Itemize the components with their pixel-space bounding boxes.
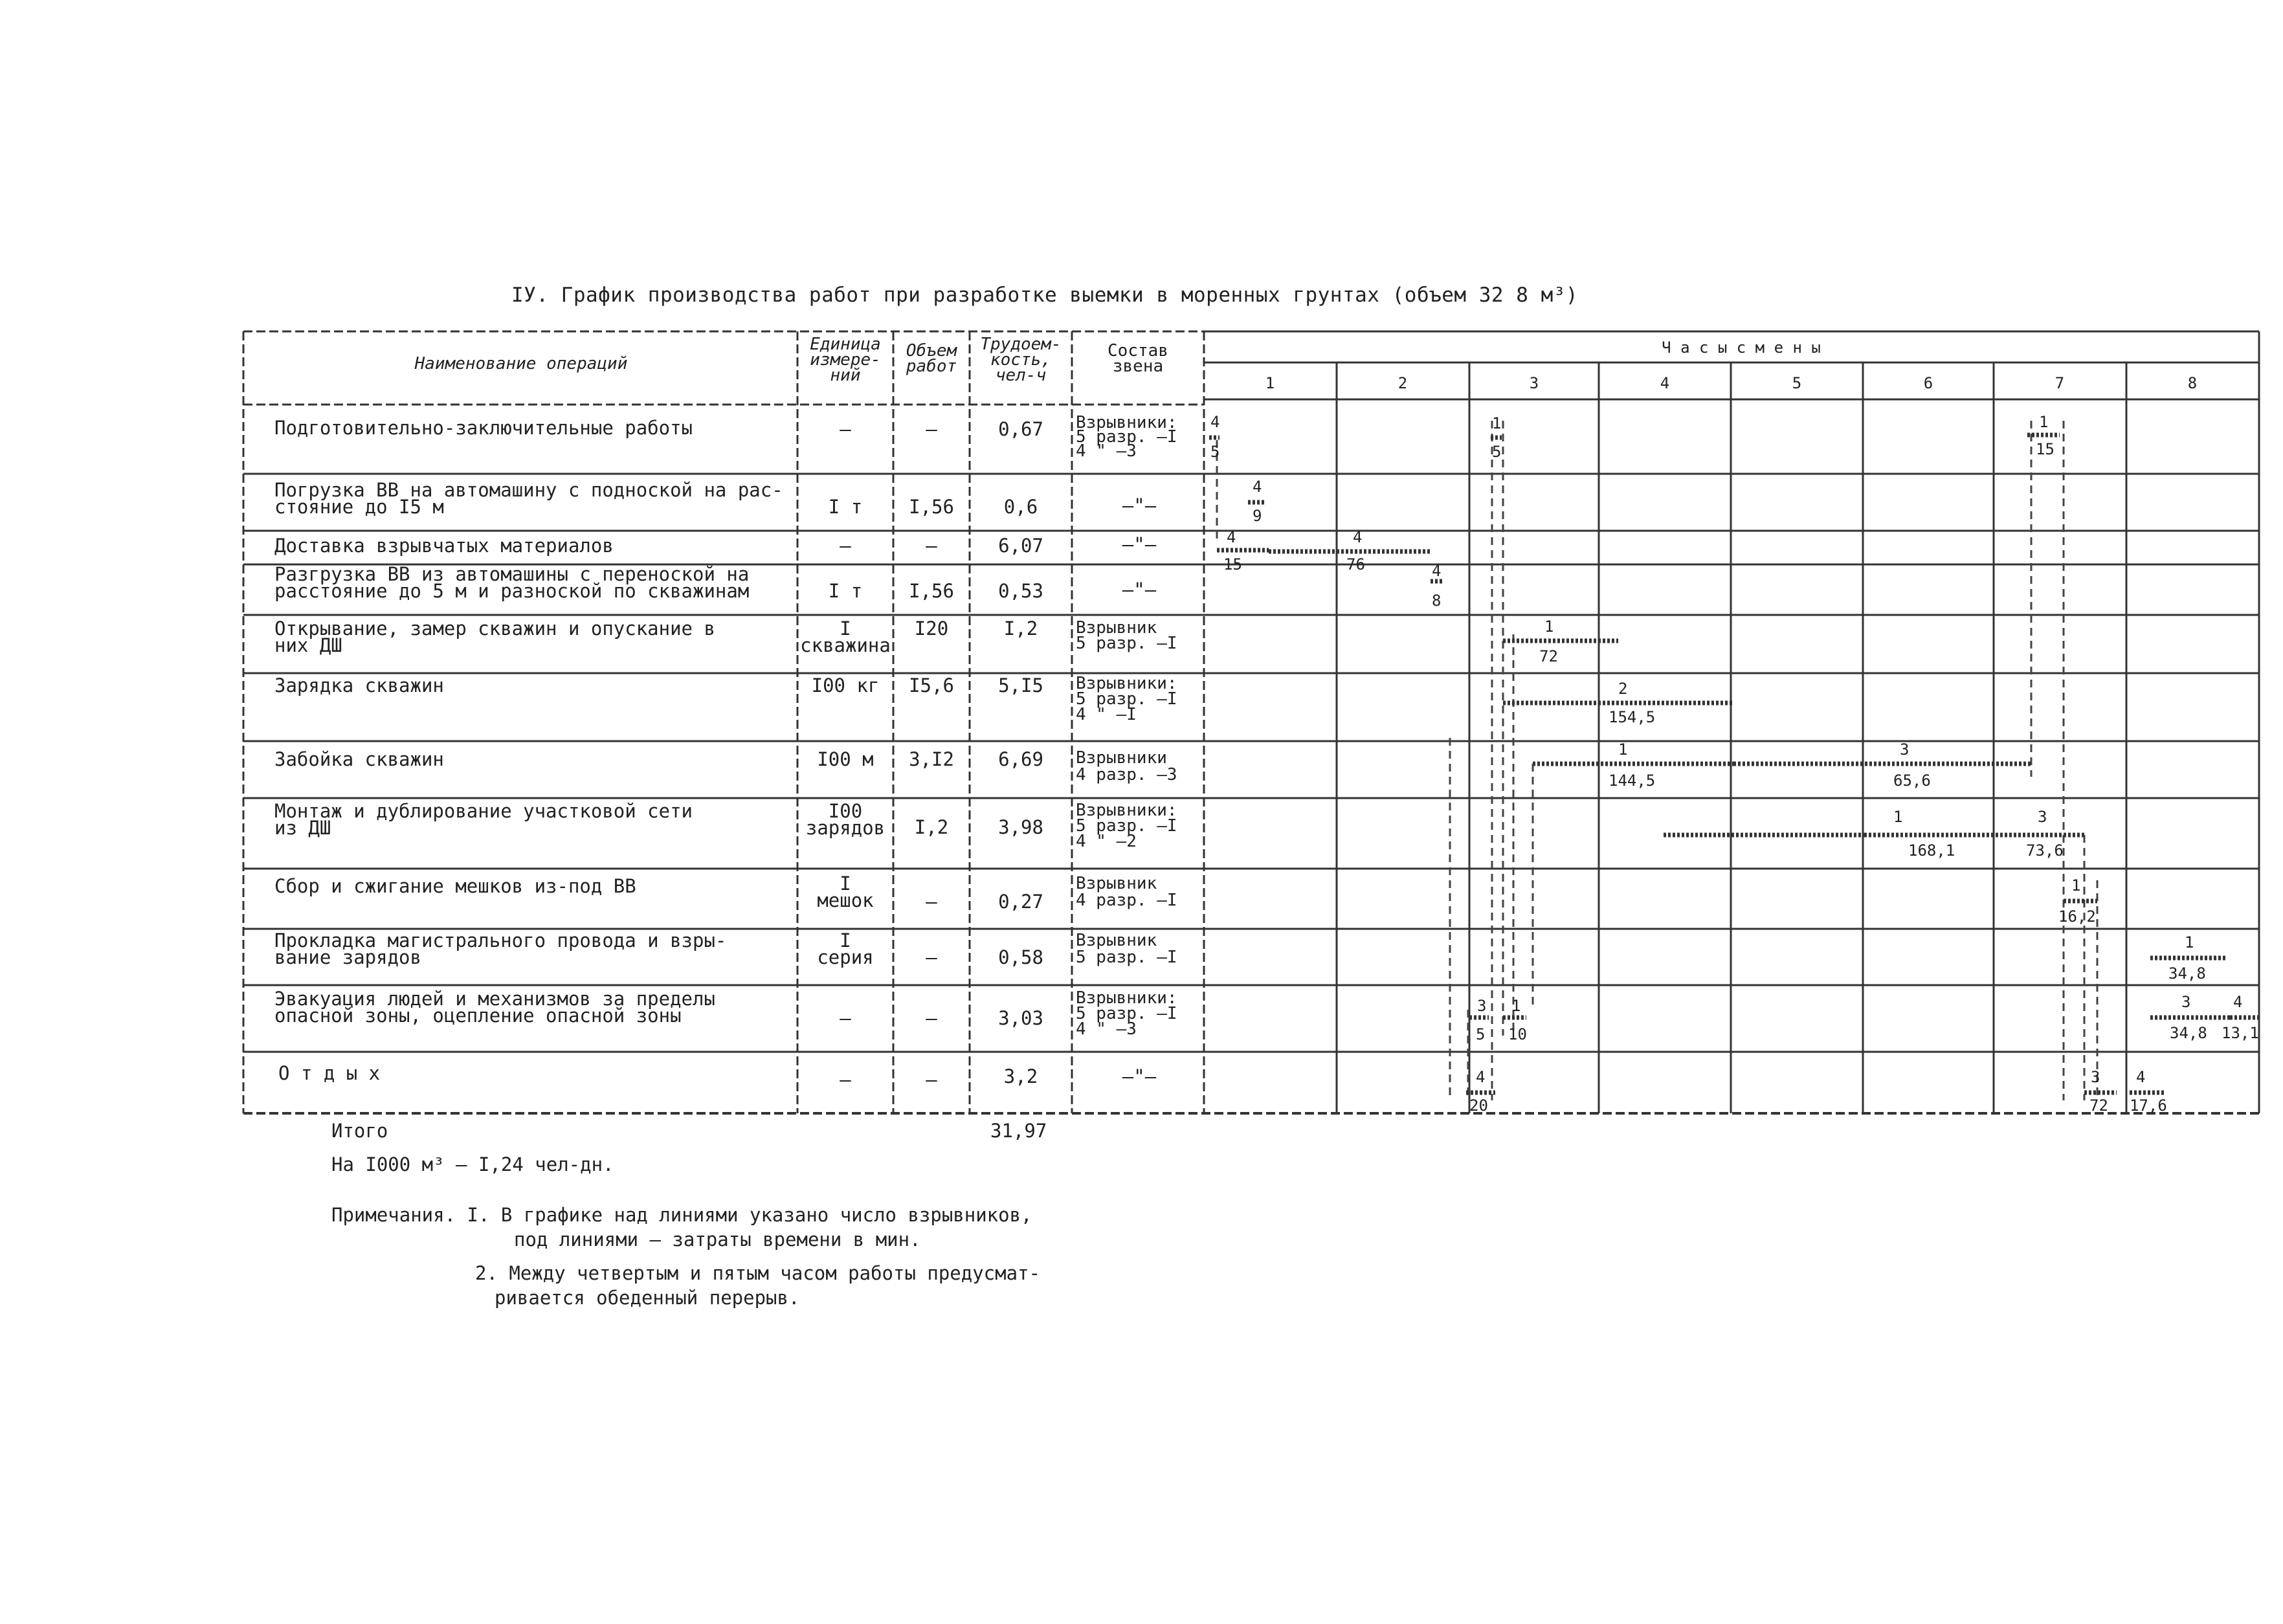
row-unit: – — [840, 1069, 851, 1091]
row-volume: I,56 — [909, 580, 954, 602]
svg-text:3: 3 — [2038, 808, 2047, 826]
row-labor: 5,I5 — [998, 674, 1043, 696]
row-name: Погрузка ВВ на автомашину с подноской на рас- стояние до I5 м — [274, 479, 783, 518]
row-labor: 6,69 — [998, 748, 1043, 770]
row-volume: – — [926, 946, 937, 968]
header-unit: Единица измере- ний — [810, 335, 881, 385]
svg-text:3: 3 — [2181, 993, 2191, 1011]
row-unit: – — [840, 418, 851, 440]
note-2b: ривается обеденный перерыв. — [495, 1287, 800, 1309]
svg-text:10: 10 — [1508, 1025, 1527, 1043]
header-volume: Объем работ — [906, 341, 957, 376]
hour-4: 4 — [1660, 374, 1670, 392]
row-unit: I т — [828, 580, 863, 602]
notes-label: Примечания. — [331, 1204, 456, 1226]
note-1b: под линиями – затраты времени в мин. — [514, 1229, 921, 1251]
svg-text:73,6: 73,6 — [2026, 841, 2064, 860]
row-crew: Взрывник 5 разр. –I — [1076, 931, 1177, 967]
row-unit: I00 зарядов — [805, 800, 885, 839]
row-crew: Взрывники: 5 разр. –I 4 " –2 — [1076, 801, 1177, 851]
svg-text:72: 72 — [1539, 647, 1558, 665]
note-2a: 2. Между четвертым и пятым часом работы предусмат- — [475, 1262, 1040, 1284]
row-name: Забойка скважин — [274, 748, 444, 770]
row-unit: I00 кг — [811, 674, 880, 696]
svg-text:3: 3 — [2091, 1068, 2100, 1086]
row-name: Зарядка скважин — [274, 674, 444, 696]
row-labor: 3,03 — [998, 1007, 1043, 1029]
svg-text:4: 4 — [1432, 562, 1442, 580]
svg-text:1: 1 — [2185, 933, 2194, 951]
row-name: Разгрузка ВВ из автомашины с переноской на расстояние до 5 м и разноской по скважинам — [274, 563, 750, 602]
svg-text:1: 1 — [2039, 413, 2049, 431]
row-unit: I00 м — [817, 748, 874, 770]
row-volume: I5,6 — [909, 674, 954, 696]
hour-5: 5 — [1792, 374, 1802, 392]
row-volume: – — [926, 891, 937, 913]
row-unit: I скважина — [800, 617, 891, 656]
notes — [331, 1203, 1173, 1310]
svg-text:34,8: 34,8 — [2170, 1024, 2207, 1042]
row-name: Эвакуация людей и механизмов за пределы опасной зоны, оцепление опасной зоны — [274, 988, 715, 1027]
row-labor: 6,07 — [998, 535, 1043, 557]
svg-text:4: 4 — [2136, 1068, 2146, 1086]
row-unit: – — [840, 535, 851, 557]
svg-text:1: 1 — [1492, 414, 1502, 432]
svg-text:1: 1 — [2071, 876, 2081, 895]
svg-text:5: 5 — [1476, 1025, 1486, 1043]
svg-text:1: 1 — [1893, 808, 1903, 826]
row-name: Сбор и сжигание мешков из-под ВВ — [274, 875, 636, 897]
row-labor: 0,6 — [1003, 496, 1038, 518]
svg-text:34,8: 34,8 — [2168, 964, 2206, 983]
hours-caption: Ч а с ы с м е н ы — [1662, 339, 1821, 357]
svg-text:168,1: 168,1 — [1908, 841, 1955, 860]
svg-text:3: 3 — [1477, 997, 1487, 1015]
svg-text:13,1: 13,1 — [2222, 1024, 2259, 1042]
row-volume: 3,I2 — [909, 748, 954, 770]
row-crew: –"– — [1122, 533, 1157, 555]
row-volume: – — [926, 1007, 937, 1029]
row-labor: 0,53 — [998, 580, 1043, 602]
row-labor: 3,98 — [998, 816, 1043, 838]
note-1a: I. В графике над линиями указано число взрывников, — [467, 1204, 1032, 1226]
row-labor: 0,58 — [998, 946, 1043, 968]
row-crew: –"– — [1122, 1065, 1157, 1087]
svg-text:1: 1 — [1511, 997, 1521, 1015]
svg-text:3: 3 — [1900, 740, 1910, 759]
row-name: Монтаж и дублирование участковой сети из ДШ — [274, 800, 693, 839]
svg-text:2: 2 — [1618, 680, 1628, 698]
svg-text:65,6: 65,6 — [1893, 772, 1931, 790]
total-value: 31,97 — [990, 1120, 1047, 1142]
svg-text:4: 4 — [1253, 478, 1262, 496]
row-labor: 3,2 — [1003, 1065, 1038, 1087]
svg-text:5: 5 — [1492, 443, 1502, 461]
row-name: Прокладка магистрального провода и взры- вание зарядов — [274, 929, 727, 968]
row-volume: – — [926, 418, 937, 440]
row-unit: I мешок — [817, 873, 874, 911]
row-volume: – — [926, 535, 937, 557]
row-name: Доставка взрывчатых материалов — [274, 535, 614, 557]
row-labor: 0,27 — [998, 891, 1043, 913]
row-name: Открывание, замер скважин и опускание в них ДШ — [274, 617, 715, 656]
hour-7: 7 — [2055, 374, 2065, 392]
svg-text:4: 4 — [1476, 1068, 1486, 1086]
svg-text:4: 4 — [2233, 993, 2243, 1011]
hour-8: 8 — [2187, 374, 2198, 392]
row-name: Подготовительно-заключительные работы — [274, 417, 693, 439]
svg-text:4: 4 — [1227, 528, 1236, 546]
svg-text:16,2: 16,2 — [2058, 907, 2096, 926]
svg-text:15: 15 — [2036, 440, 2055, 458]
header-name: Наименование операций — [414, 354, 628, 373]
per-thousand: На I000 м³ – I,24 чел-дн. — [331, 1153, 614, 1175]
hour-6: 6 — [1923, 374, 1933, 392]
page-title: IУ. График производства работ при разработке выемки в моренных грунтах (объем 32 8 м³) — [511, 284, 1579, 307]
svg-text:144,5: 144,5 — [1609, 772, 1656, 790]
row-volume: I20 — [914, 617, 949, 640]
gantt-connectors — [1217, 421, 2097, 1100]
row-unit: I т — [828, 496, 863, 518]
row-labor: 0,67 — [998, 418, 1043, 440]
svg-text:4: 4 — [1353, 528, 1363, 546]
hour-3: 3 — [1529, 374, 1539, 392]
gantt-bars — [1209, 435, 2259, 1093]
svg-text:72: 72 — [2089, 1096, 2108, 1115]
total-label: Итого — [331, 1120, 388, 1142]
row-crew: Взрывники: 5 разр. –I 4 " –3 — [1076, 988, 1177, 1039]
svg-text:20: 20 — [1469, 1096, 1488, 1115]
svg-text:4: 4 — [1210, 413, 1220, 431]
row-unit: – — [840, 1007, 851, 1029]
row-labor: I,2 — [1003, 617, 1038, 640]
header-crew: Состав звена — [1108, 341, 1168, 376]
row-crew: Взрывники 4 разр. –3 — [1076, 748, 1177, 784]
svg-text:9: 9 — [1253, 507, 1262, 525]
svg-text:17,6: 17,6 — [2130, 1096, 2167, 1115]
svg-text:1: 1 — [1618, 740, 1628, 759]
hour-1: 1 — [1265, 374, 1275, 392]
row-crew: –"– — [1122, 495, 1157, 517]
row-volume: I,56 — [909, 496, 954, 518]
svg-text:76: 76 — [1346, 555, 1365, 573]
row-crew: Взрывники: 5 разр. –I 4 " –3 — [1076, 413, 1177, 461]
svg-text:15: 15 — [1223, 555, 1242, 573]
header-labor: Трудоем- кость, чел-ч — [980, 335, 1062, 385]
svg-text:5: 5 — [1210, 443, 1220, 461]
row-crew: –"– — [1122, 579, 1157, 601]
row-volume: – — [926, 1069, 937, 1091]
svg-text:154,5: 154,5 — [1609, 708, 1656, 726]
row-crew: Взрывник 4 разр. –I — [1076, 874, 1177, 910]
row-name: О т д ы х — [278, 1062, 381, 1084]
notes-line-1 — [331, 1203, 1173, 1227]
row-volume: I,2 — [914, 816, 949, 838]
svg-text:1: 1 — [1544, 617, 1554, 636]
row-crew: Взрывники: 5 разр. –I 4 " –I — [1076, 674, 1177, 724]
hour-2: 2 — [1398, 374, 1408, 392]
row-crew: Взрывник 5 разр. –I — [1076, 618, 1177, 653]
svg-text:8: 8 — [1432, 592, 1442, 610]
row-unit: I серия — [817, 929, 874, 968]
